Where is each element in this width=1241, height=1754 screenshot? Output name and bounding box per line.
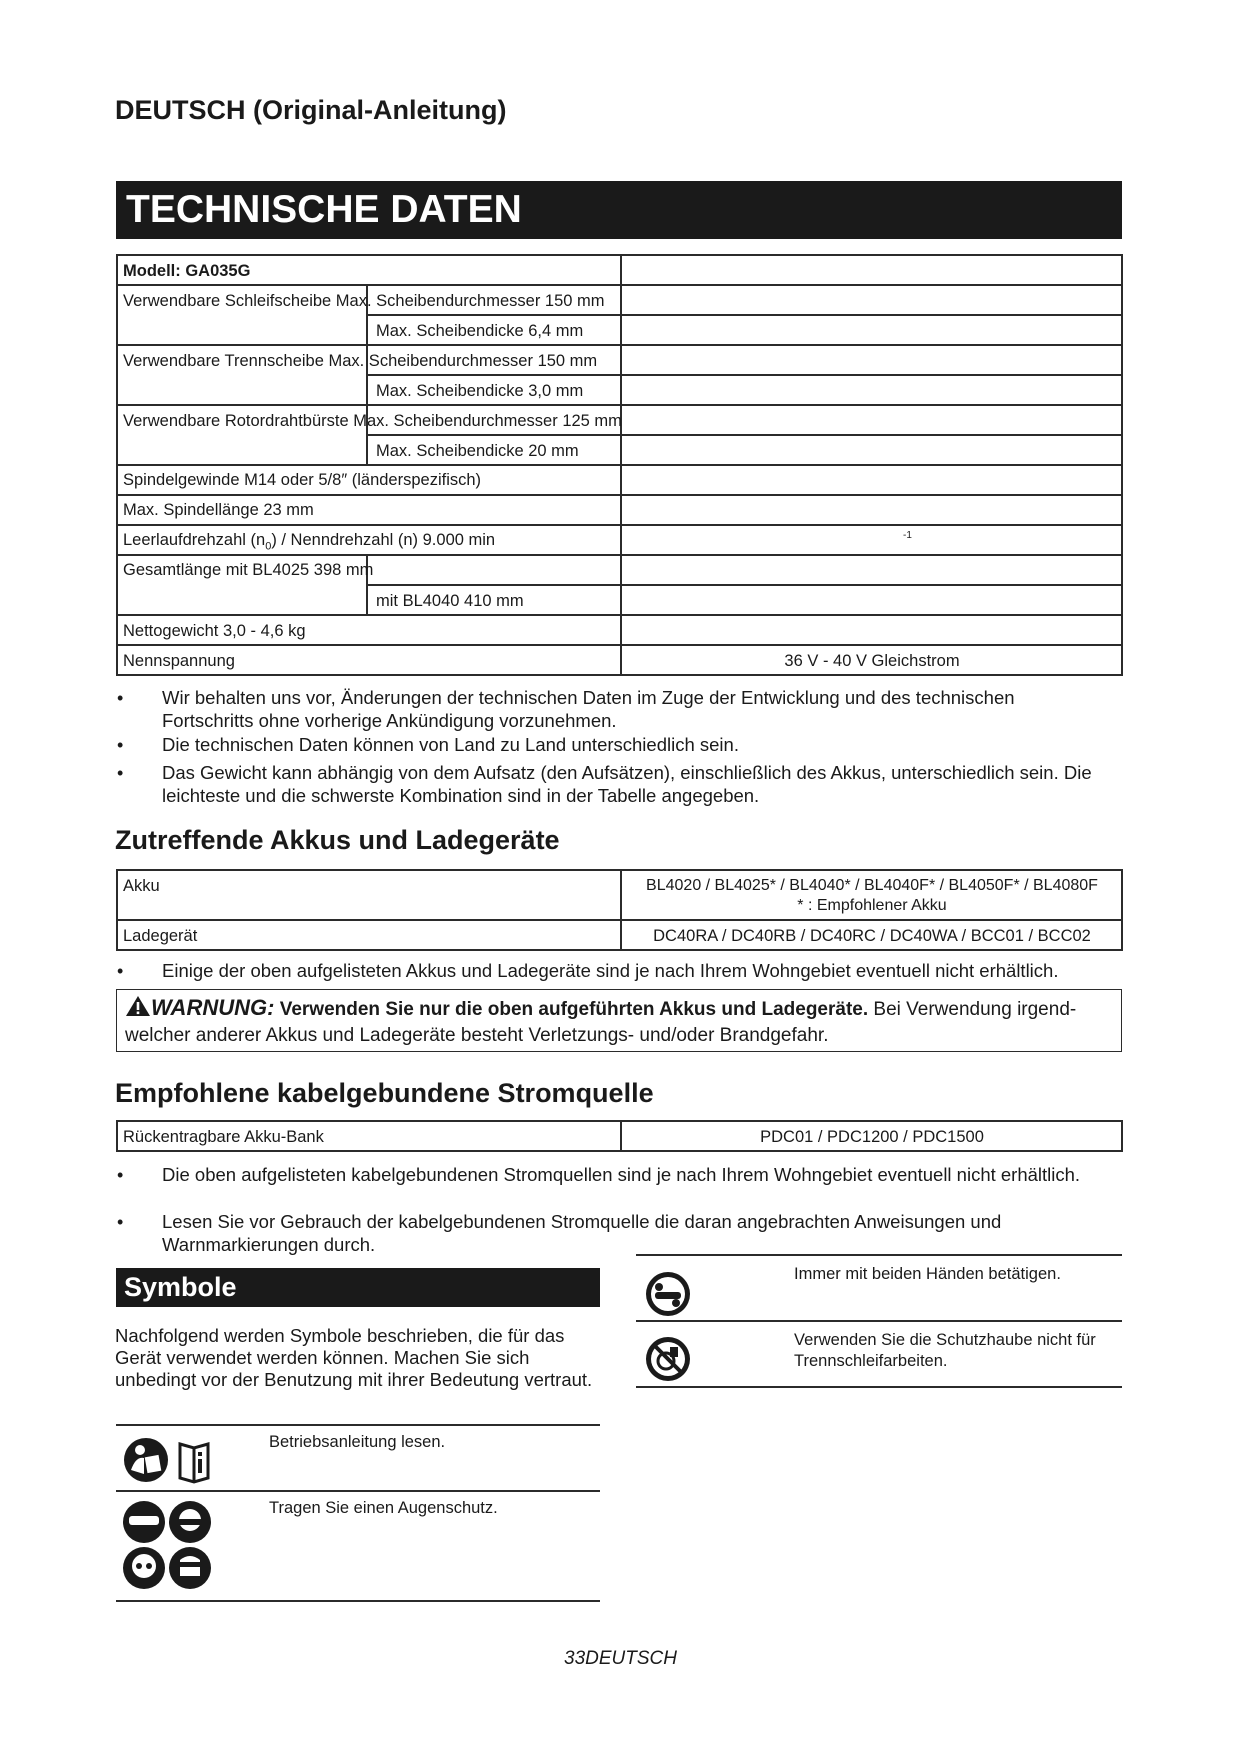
spec-cutoff-wheel-thickness: Max. Scheibendicke 3,0 mm bbox=[376, 382, 584, 400]
symbols-intro: Nachfolgend werden Symbole beschrieben, die für das Gerät verwendet werden können. Machen Sie sich unbedingt vor der Benutzung mit ihrer Bedeutung vertraut. bbox=[115, 1325, 593, 1390]
list-item: Die oben aufgelisteten kabelgebundenen Stromquellen sind je nach Ihrem Wohngebiet eventuell nicht erhältlich. bbox=[162, 1164, 1081, 1185]
akku-note: * : Empfohlener Akku bbox=[797, 897, 947, 914]
list-item: Wir behalten uns vor, Änderungen der technischen Daten im Zuge der Entwicklung und des technischen Fortschritts ohne vorherige Ankündigung vorzunehmen. bbox=[162, 687, 1015, 731]
power-source-heading: Empfohlene kabelgebundene Stromquelle bbox=[115, 1078, 654, 1108]
spec-rated-voltage-label: Nennspannung bbox=[123, 652, 235, 670]
list-item: Die technischen Daten können von Land zu Land unterschiedlich sein. bbox=[162, 734, 739, 755]
page-number: 33DEUTSCH bbox=[564, 1648, 677, 1669]
warning-label: WARNUNG: bbox=[151, 995, 275, 1020]
power-source-value: PDC01 / PDC1200 / PDC1500 bbox=[760, 1128, 984, 1146]
spec-grinding-wheel-diameter: Verwendbare Schleifscheibe Max. Scheibendurchmesser 150 mm bbox=[123, 292, 605, 310]
batteries-heading: Zutreffende Akkus und Ladegeräte bbox=[115, 825, 560, 855]
power-source-label: Rückentragbare Akku-Bank bbox=[123, 1128, 324, 1146]
warning-triangle-icon bbox=[125, 995, 151, 1024]
akku-value: BL4020 / BL4025* / BL4040* / BL4040F* / BL4050F* / BL4080F bbox=[646, 877, 1098, 894]
read-manual-icon bbox=[122, 1436, 228, 1489]
eye-protection-icon bbox=[122, 1500, 214, 1597]
spec-no-load-speed: Leerlaufdrehzahl $(n_0)$ / Nenndrehzahl (n) 9.000 min bbox=[123, 531, 496, 553]
no-guard-cutting-icon bbox=[644, 1335, 692, 1388]
symbols-section-title: Symbole bbox=[116, 1268, 600, 1307]
akku-label: Akku bbox=[123, 877, 160, 895]
spec-spindle-length: Max. Spindellänge 23 mm bbox=[123, 501, 314, 519]
page-language-header: DEUTSCH (Original-Anleitung) bbox=[115, 95, 507, 125]
symbol-desc-no-guard-cutting: Verwenden Sie die Schutzhaube nicht für Trennschleifarbeiten. bbox=[794, 1331, 1096, 1370]
spec-model: Modell: GA035G bbox=[123, 262, 251, 280]
charger-label: Ladegerät bbox=[123, 927, 198, 945]
spec-section-title: TECHNISCHE DATEN bbox=[116, 181, 1122, 239]
warning-box bbox=[116, 989, 1122, 1052]
spec-spindle-thread: Spindelgewinde M14 oder 5/8″ (länderspezifisch) bbox=[123, 471, 482, 489]
warning-bold-text: Verwenden Sie nur die oben aufgeführten Akkus und Ladegeräte. bbox=[279, 999, 869, 1020]
both-hands-icon bbox=[644, 1270, 692, 1323]
spec-speed-unit-exponent: -1 bbox=[903, 530, 912, 541]
spec-cutoff-wheel-diameter: Verwendbare Trennscheibe Max. Scheibendurchmesser 150 mm bbox=[123, 352, 598, 370]
symbol-desc-read-manual: Betriebsanleitung lesen. bbox=[269, 1433, 446, 1451]
spec-length-bl4025: Gesamtlänge mit BL4025 398 mm bbox=[123, 561, 374, 579]
spec-rated-voltage-value: 36 V - 40 V Gleichstrom bbox=[784, 652, 960, 670]
symbol-desc-both-hands: Immer mit beiden Händen betätigen. bbox=[794, 1265, 1061, 1283]
spec-net-weight: Nettogewicht 3,0 - 4,6 kg bbox=[123, 622, 306, 640]
list-item: Das Gewicht kann abhängig von dem Aufsatz (den Aufsätzen), einschließlich des Akkus, unterschiedlich sein. Die leichteste und die schwerste Kombination sind in der Tabelle angegeben. bbox=[162, 762, 1092, 806]
symbol-desc-eye-protection: Tragen Sie einen Augenschutz. bbox=[269, 1499, 498, 1517]
spec-grinding-wheel-thickness: Max. Scheibendicke 6,4 mm bbox=[376, 322, 584, 340]
batteries-availability-note: Einige der oben aufgelisteten Akkus und Ladegeräte sind je nach Ihrem Wohngebiet eventuell nicht erhältlich. bbox=[162, 960, 1059, 981]
charger-value: DC40RA / DC40RB / DC40RC / DC40WA / BCC01 / BCC02 bbox=[653, 927, 1091, 945]
spec-wire-brush-diameter: Verwendbare Rotordrahtbürste Max. Scheibendurchmesser 125 mm bbox=[123, 412, 622, 430]
spec-wire-brush-thickness: Max. Scheibendicke 20 mm bbox=[376, 442, 579, 460]
warning-text: Bei Verwendung irgend-welcher anderer Akkus und Ladegeräte besteht Verletzungs- und/oder Brandgefahr. bbox=[125, 999, 1077, 1046]
spec-length-bl4040: mit BL4040 410 mm bbox=[376, 592, 524, 610]
list-item: Lesen Sie vor Gebrauch der kabelgebundenen Stromquelle die daran angebrachten Anweisungen und Warnmarkierungen durch. bbox=[162, 1211, 1002, 1255]
